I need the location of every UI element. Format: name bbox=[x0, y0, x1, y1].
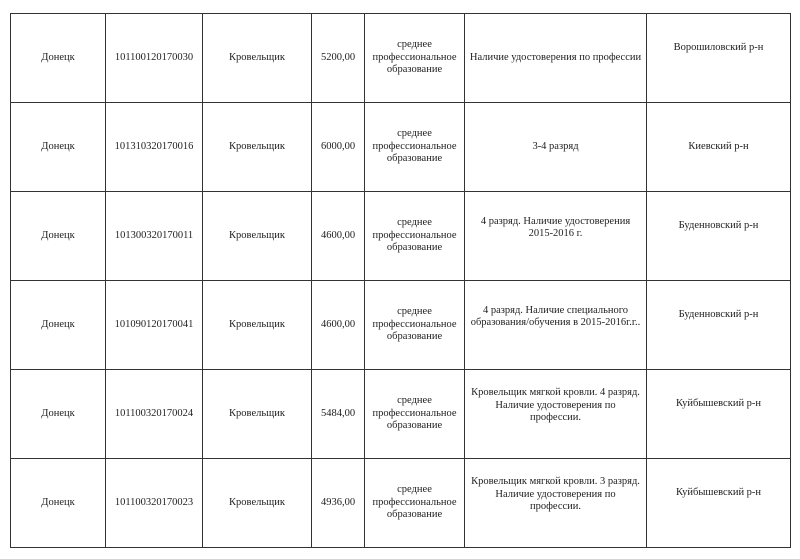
requirements-cell bbox=[465, 459, 647, 548]
requirements-text: Кровельщик мягкой кровли. 4 разряд. Наличие удостоверения по профессии. bbox=[471, 387, 640, 424]
salary-cell: 4936,00 bbox=[312, 459, 365, 548]
vacancy-code-cell: 101310320170016 bbox=[106, 103, 203, 192]
table-row bbox=[11, 281, 791, 370]
requirements-text: 4 разряд. Наличие специального образования/обучения в 2015-2016г.г.. bbox=[470, 304, 641, 328]
profession-cell: Кровельщик bbox=[203, 192, 312, 281]
requirements-text: 3-4 разряд bbox=[532, 140, 579, 152]
district-cell bbox=[647, 370, 791, 459]
vacancy-table bbox=[10, 13, 791, 548]
requirements-cell bbox=[465, 370, 647, 459]
profession-cell: Кровельщик bbox=[203, 281, 312, 370]
district-text: Куйбышевский р-н bbox=[675, 487, 762, 498]
profession-cell: Кровельщик bbox=[203, 370, 312, 459]
city-cell: Донецк bbox=[11, 103, 106, 192]
city-cell: Донецк bbox=[11, 192, 106, 281]
district-cell bbox=[647, 281, 791, 370]
education-cell: среднее профессиональное образование bbox=[365, 103, 465, 192]
requirements-cell bbox=[465, 192, 647, 281]
district-text: Киевский р-н bbox=[688, 140, 749, 152]
education-cell: среднее профессиональное образование bbox=[365, 192, 465, 281]
vacancy-code-cell: 101100120170030 bbox=[106, 14, 203, 103]
education-cell: среднее профессиональное образование bbox=[365, 14, 465, 103]
salary-cell: 4600,00 bbox=[312, 192, 365, 281]
requirements-text: Наличие удостоверения по профессии bbox=[469, 51, 642, 63]
vacancy-code-cell: 101100320170023 bbox=[106, 459, 203, 548]
city-cell: Донецк bbox=[11, 281, 106, 370]
table-row bbox=[11, 459, 791, 548]
requirements-cell bbox=[465, 14, 647, 103]
district-cell bbox=[647, 103, 791, 192]
table-row bbox=[11, 14, 791, 103]
requirements-text: 4 разряд. Наличие удостоверения 2015-2016 г. bbox=[480, 215, 631, 239]
city-cell: Донецк bbox=[11, 459, 106, 548]
requirements-cell bbox=[465, 281, 647, 370]
table-row bbox=[11, 192, 791, 281]
vacancy-code-cell: 101300320170011 bbox=[106, 192, 203, 281]
district-text: Буденновский р-н bbox=[678, 309, 759, 320]
profession-cell: Кровельщик bbox=[203, 459, 312, 548]
district-text: Буденновский р-н bbox=[678, 220, 759, 231]
requirements-text: Кровельщик мягкой кровли. 3 разряд. Наличие удостоверения по профессии. bbox=[471, 476, 640, 513]
education-cell: среднее профессиональное образование bbox=[365, 459, 465, 548]
district-cell bbox=[647, 192, 791, 281]
education-cell: среднее профессиональное образование bbox=[365, 281, 465, 370]
salary-cell: 6000,00 bbox=[312, 103, 365, 192]
profession-cell: Кровельщик bbox=[203, 14, 312, 103]
vacancy-code-cell: 101100320170024 bbox=[106, 370, 203, 459]
city-cell: Донецк bbox=[11, 14, 106, 103]
salary-cell: 5484,00 bbox=[312, 370, 365, 459]
table-row bbox=[11, 103, 791, 192]
education-cell: среднее профессиональное образование bbox=[365, 370, 465, 459]
table-row bbox=[11, 370, 791, 459]
salary-cell: 5200,00 bbox=[312, 14, 365, 103]
district-cell bbox=[647, 14, 791, 103]
district-text: Ворошиловский р-н bbox=[673, 42, 764, 53]
profession-cell: Кровельщик bbox=[203, 103, 312, 192]
salary-cell: 4600,00 bbox=[312, 281, 365, 370]
requirements-cell bbox=[465, 103, 647, 192]
district-text: Куйбышевский р-н bbox=[675, 398, 762, 409]
district-cell bbox=[647, 459, 791, 548]
city-cell: Донецк bbox=[11, 370, 106, 459]
vacancy-code-cell: 101090120170041 bbox=[106, 281, 203, 370]
